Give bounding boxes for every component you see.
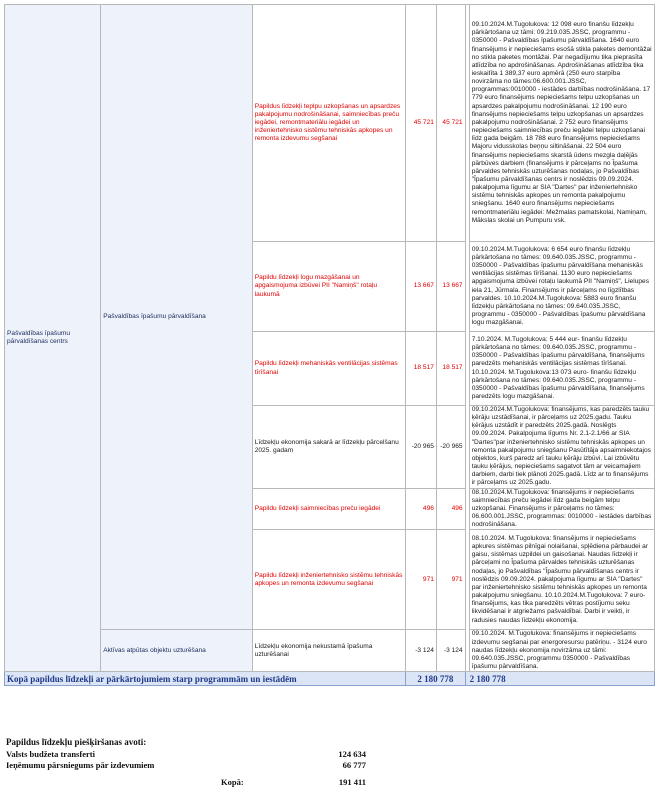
amount-cell: 45 721 <box>406 5 437 242</box>
amount-cell: 971 <box>436 530 465 630</box>
program-cell: Aktīvas atpūtas objektu uzturēšana <box>101 630 252 672</box>
measure-cell: Līdzekļu ekonomija sakarā ar līdzekļu pārcelšanu 2025. gadam <box>252 406 406 489</box>
amount-cell: 13 667 <box>436 242 465 332</box>
amount-cell: 18 517 <box>436 332 465 406</box>
amount-cell: 45 721 <box>436 5 465 242</box>
amount-cell: -20 965 <box>436 406 465 489</box>
note-cell: 7.10.2024. M.Tugolukova: 5 444 eur- finanšu līdzekļu pārkārtošana no tāmes: 09.640.035.JSSC, programmu - 0350000 - Pašvaldības īpašumu pārvaldīšana, finansējums paredzēts mehaniskās ventilācijas sistēmas tīrīšanai. 10.10.2024. M.Tugolukova:13 073 euro- finanšu līdzekļu pārkārtošana no tāmes: 09.640.035.JSSC, programmu - 0350000 - Pašvaldības īpašumu pārvaldīšana, finansējums paredzēts logu mazgāšanai. <box>469 332 654 406</box>
total-label: Kopā papildus līdzekļi ar pārkārtojumiem starp programmām un iestādēm <box>5 672 406 686</box>
institution-cell: Pašvaldības īpašumu pārvaldīšanas centrs <box>5 5 101 672</box>
amount-cell: -3 124 <box>436 630 465 672</box>
source-item <box>6 749 366 760</box>
amount-cell: 971 <box>406 530 437 630</box>
program-cell: Pašvaldības īpašumu pārvaldīšana <box>101 5 252 630</box>
total-value-a: 2 180 778 <box>406 672 465 686</box>
source-label: Valsts budžeta transferti <box>6 749 95 759</box>
sources-total <box>6 777 366 788</box>
sources-title: Papildus līdzekļu piešķiršanas avoti: <box>6 737 147 747</box>
source-label: Ieņēmumu pārsniegums pār izdevumiem <box>6 760 155 770</box>
source-item <box>6 760 366 771</box>
measure-cell: Papildu līdzekļi mehaniskās ventilācijas sistēmas tīrīšanai <box>252 332 406 406</box>
total-row <box>5 672 655 686</box>
amount-cell: 496 <box>406 488 437 530</box>
sources-total-value: 191 411 <box>338 777 366 787</box>
amount-cell: -3 124 <box>406 630 437 672</box>
note-cell: 08.10.2024. M.Tugolukova: finansējums ir nepieciešams apkures sistēmas pilnīgai nolaišanai, spļēdiena pārbaudei ar gaisu, sistēmas uzpildei un gaisošanai. Naudas līdzekļi ir pārceļami no Īpašuma pārvaldes tehniskās uzturēšanas nodaļas, jo Pašvaldības "Īpašumu pārvaldīšanas centrs ir noslēdzis 09.09.2024. pakalpojuma līgumu ar SIA "Dartes" par inženiertehnisko sistēmu tehniskās apkopes un remonta pakalpojumu sniegšanu. 10.10.2024.M.Tugolukova: 7 euro- finansējums, kas tika paredzēts vētras postījumu seku likvidēšanai ir atgriežams pašvaldībai. Darbi ir veikti, ir radusies naudas līdzekļu ekonomija. <box>469 530 654 630</box>
table-row <box>5 630 655 672</box>
changes-table <box>4 4 655 686</box>
note-cell: 09.10.2024.M.Tugolukova: 6 654 euro finanšu līdzekļu pārkārtošana no tāmes: 09.640.035.JSSC, programmu - 0350000 - Pašvaldības īpašumu pārvaldīšana mehaniskās ventilācijas sistēmas tīrīšanai. 1130 euro nepieciešams apgaismojuma izbūvei rotaļu laukumā PII "Namiņš", Lielupes iela 21, Jūrmala. Finansējums ir pārceļams no līgzlītbas parvaldes. 10.10.2024.M.Tugolukova: 5883 euro finanšu līdzekļu pārkārtošana no tāmes: 09.640.035.JSSC, programmu - 0350000 - Pašvaldības īpašumu pārvaldīšana logu mazgāšanai. <box>469 242 654 332</box>
amount-cell: -20 965 <box>406 406 437 489</box>
source-value: 124 634 <box>338 749 366 759</box>
sources-total-label: Kopā: <box>221 777 244 787</box>
funding-sources <box>6 735 366 788</box>
note-cell: 09.10.2024.M.Tugolukova: 12 098 euro finanšu līdzekļu pārkārtošana uz tāmi: 09.219.035.JSSC, programmu - 0350000 - Pašvaldības īpašumu pārvaldīšana. 1640 euro finansējums ir nepieciešams esošā stikla paketes demontāžai no stikla paketes montāžai. Par negadījumu tika pieprasīta atlīdzība no apdrošināšanas. Apdrošināšanas atlīdzība tika ieskaitīta 1 389,37 euro apmērā (250 euro starpība novirzāma no tāmes:06.600.001.JSSC, programmas:0010000 - iestādes darbības nodrošināšana. 17 779 euro finansējums nepieciešams telpu uzkopšanas un apsardzes pakalpojumu nodrošināšanai. 12 190 euro finansējums nepieciešams telpu uzkopšanas un apsardzes pakalpojumu nodrošināšanai. 2 752 euro finansējums nepieciešams saimniecības preču iegādei telpu uzkopšanai līdz gada beigām. 18 788 euro finansējums nepieciešams Majoru vidusskolas beņņu siltināšanai. 22 504 euro finansējums nepieciešams skarstā ūdens mezgla daļējās pārbūves darbiem (finansējums ir pārceļams no Īpašuma pārvaldes tehniskās uzturēšanas nodaļas, jo Pašvaldības "Īpašumu pārvaldīšanas centrs ir noslēdzis 09.09.2024. pakalpojuma līgumu ar SIA "Dartes" par inženiertehnisko sistēmu tehniskās apkopes un remonta pakalpojumu sniegšanu. 1640 euro finansējums nepieciešams remontmateriālu iegādei: Mežmalas pamatskolai, Namiņam, Mākslas skolai un Pumpuru vsk. <box>469 5 654 242</box>
total-value-b: 2 180 778 <box>465 672 654 686</box>
measure-cell: Papildu līdzekļi logu mazgāšanai un apgaismojuma izbūvei PII "Namiņš" rotaļu laukumā <box>252 242 406 332</box>
measure-cell: Papildus līdzekļi teplpu uzkopšanas un apsardzes pakalpojumu nodrošināšanai, saimniecības preču iegādei, remontmateriālu iegādei un inženiertehnisko sistēmu tehniskās apkopes un remonta izdevumu segšanai <box>252 5 406 242</box>
note-cell: 09.10.2024. M.Tugolukova: finansējums ir nepieciešams izdevumu segšanai par energoresursu patēriņu. - 3124 euro naudas līdzekļu ekonomija novirzāma uz tāmi: 09.640.035.JSSC, programmu 0350000 - Pašvaldības īpašumu pārvaldīšana. <box>469 630 654 672</box>
source-value: 66 777 <box>342 760 366 770</box>
measure-cell: Papildu līdzekļi inženiertehnisko sistēmu tehniskās apkopes un remonta izdevumu segšanai <box>252 530 406 630</box>
table-row <box>5 5 655 242</box>
amount-cell: 496 <box>436 488 465 530</box>
amount-cell: 13 667 <box>406 242 437 332</box>
measure-cell: Līdzekļu ekonomija nekustamā īpašuma uzturēšanai <box>252 630 406 672</box>
note-cell: 08.10.2024.M.Tugolukova: finansējums ir nepieciešams saimniecības preču iegādei līdz gada beigām telpu uzkopšanai. Finansējums ir pārceļams no tāmes: 06.600.001.JSSC, programmas: 0010000 - iestādes darbības nodrošināšana. <box>469 488 654 530</box>
note-cell: 09.10.2024.M.Tugolukova: finansējums, kas paredzēts tauku ķērāju uzstādīšanai, ir pārceļams uz 2025.gadu. Tauku ķērājus uzstādīt ir paredzēts 2025.gadā. Noslēgts 09.09.2024. Pakalpojuma līgums Nr. 2.1-2.1/66 ar SIA "Dartes"par inženiertehnisko sistēmu tehniskās apkopes un remonta pakalpojumu sniegšanu Pasūtītāja apsaimniekotajos objektos, kurš paredz arī tauku ķērāju izbūvi. Lai izbūvētu tauku ķērājus, nepieciešams sagatvot tām ar veicamajiem darbiem, darbi tiek plānoti 2025.gadā. Līdz ar to finansējums ir pārceļams uz 2025.gadu. <box>469 406 654 489</box>
measure-cell: Papildu līdzekļi saimniecības preču iegādei <box>252 488 406 530</box>
amount-cell: 18 517 <box>406 332 437 406</box>
